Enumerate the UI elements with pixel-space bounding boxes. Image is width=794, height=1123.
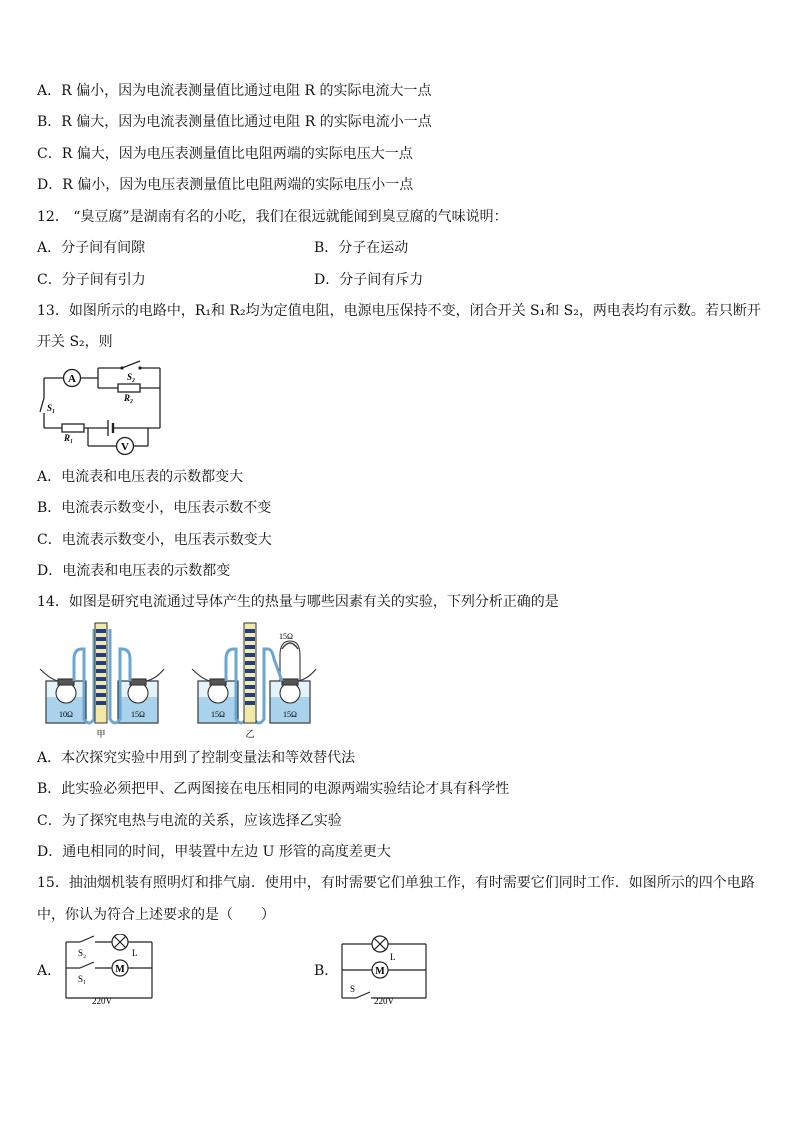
ammeter-label: A	[68, 373, 76, 385]
yi-r-left-label: 15Ω	[211, 710, 225, 719]
q12-stem: 12． “臭豆腐”是湖南有名的小吃，我们在很远就能闻到臭豆腐的气味说明：	[37, 209, 508, 225]
s-b-label: S	[350, 984, 356, 994]
q12-option-d: D．分子间有斥力	[314, 272, 424, 288]
r1-label: R₁	[64, 433, 74, 443]
q14-option-a: A．本次探究实验中用到了控制变量法和等效替代法	[37, 750, 356, 766]
q11-option-a: A．R 偏小，因为电流表测量值比通过电阻 R 的实际电流大一点	[37, 83, 432, 99]
q15-stem-line1: 15．抽油烟机装有照明灯和排气扇．使用中，有时需要它们单独工作，有时需要它们同时工作．如图所示的四个电路	[37, 875, 755, 891]
q13-option-b: B．电流表示数变小，电压表示数不变	[37, 500, 272, 516]
q14-stem: 14．如图是研究电流通过导体产生的热量与哪些因素有关的实验，下列分析正确的是	[37, 594, 559, 610]
yi-r-right-label: 15Ω	[283, 710, 297, 719]
yi-label: 乙	[245, 729, 255, 739]
lamp-a-label: L	[132, 948, 138, 958]
s1-label: S₁	[47, 403, 56, 413]
q15-circuit-a	[62, 934, 162, 1006]
motor-b-label: M	[375, 966, 385, 977]
yi-r-parallel-label: 15Ω	[279, 632, 293, 641]
q12-option-a: A．分子间有间隙	[37, 240, 146, 256]
q13-option-c: C．电流表示数变小，电压表示数变大	[37, 532, 272, 548]
motor-a-label: M	[115, 964, 125, 975]
q13-stem-line2: 开关 S₂，则	[37, 334, 113, 350]
voltage-a-label: 220V	[92, 996, 112, 1006]
q14-option-c: C．为了探究电热与电流的关系，应该选择乙实验	[37, 813, 342, 829]
s2-label: S₂	[127, 372, 136, 382]
q13-option-d: D．电流表和电压表的示数都变	[37, 563, 231, 579]
q15-stem-line2: 中，你认为符合上述要求的是（ ）	[37, 907, 275, 923]
s2-a-label: S₂	[78, 948, 87, 958]
q15-circuit-b	[338, 934, 438, 1006]
q13-stem-line1: 13．如图所示的电路中，R₁和 R₂均为定值电阻，电源电压保持不变，闭合开关 S₁和 S₂，两电表均有示数。若只断开	[37, 303, 761, 319]
q13-option-a: A．电流表和电压表的示数都变大	[37, 469, 244, 485]
s1-a-label: S₁	[78, 974, 87, 984]
voltage-b-label: 220V	[374, 996, 394, 1006]
voltmeter-label: V	[121, 441, 129, 453]
jia-label: 甲	[96, 729, 106, 739]
q12-option-b: B．分子在运动	[314, 240, 409, 256]
lamp-b-label: L	[390, 952, 396, 962]
q12-option-c: C．分子间有引力	[37, 272, 146, 288]
r2-label: R₂	[124, 393, 134, 403]
q14-option-d: D．通电相同的时间，甲装置中左边 U 形管的高度差更大	[37, 844, 391, 860]
q14-experiment-diagram	[36, 619, 326, 741]
q15-option-a-label: A．	[37, 963, 62, 979]
jia-r-right-label: 15Ω	[131, 710, 145, 719]
q14-option-b: B．此实验必须把甲、乙两图接在电压相同的电源两端实验结论才具有科学性	[37, 781, 510, 797]
q15-option-b-label: B．	[314, 963, 339, 979]
q11-option-c: C．R 偏大，因为电压表测量值比电阻两端的实际电压大一点	[37, 146, 413, 162]
q11-option-d: D．R 偏小，因为电压表测量值比电阻两端的实际电压小一点	[37, 177, 414, 193]
q13-circuit-diagram	[36, 356, 166, 456]
q11-option-b: B．R 偏大，因为电流表测量值比通过电阻 R 的实际电流小一点	[37, 114, 432, 130]
jia-r-left-label: 10Ω	[59, 710, 73, 719]
